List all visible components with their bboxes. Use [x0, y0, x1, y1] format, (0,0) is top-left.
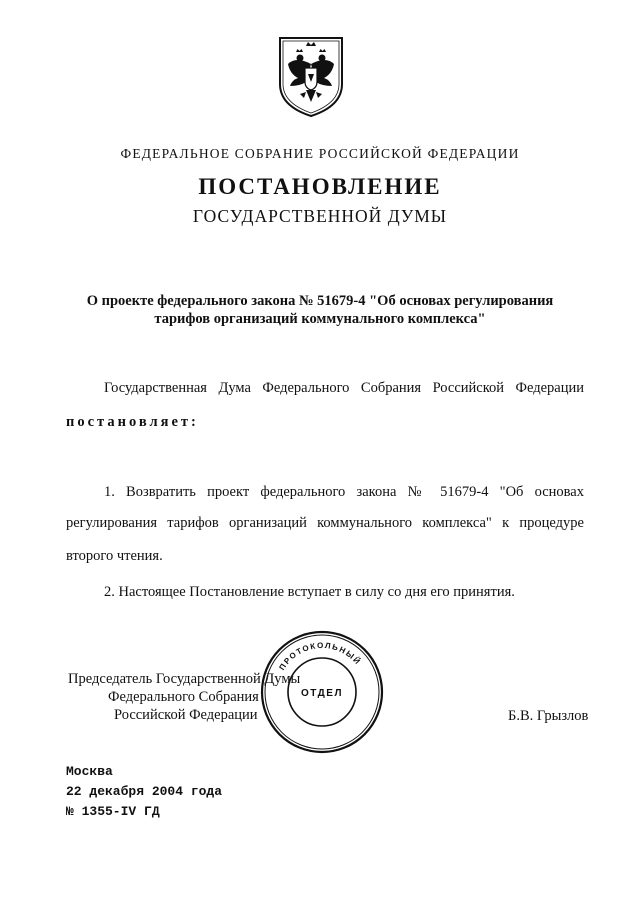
item-1-line-2: регулирования тарифов организаций коммунального комплекса" к процедуре	[66, 515, 584, 531]
preamble: Государственная Дума Федерального Собрания Российской Федерации	[104, 380, 584, 396]
document-issuer: ГОСУДАРСТВЕННОЙ ДУМЫ	[192, 206, 448, 226]
subject-line-1: О проекте федерального закона № 51679-4 "Об основах регулирования	[86, 293, 554, 309]
signatory-title-line-1: Председатель Государственной Думы	[68, 671, 301, 687]
document-type: ПОСТАНОВЛЕНИЕ	[198, 174, 442, 199]
signatory-title-line-2: Федерального Собрания	[108, 689, 259, 705]
assembly-title: ФЕДЕРАЛЬНОЕ СОБРАНИЕ РОССИЙСКОЙ ФЕДЕРАЦИИ	[120, 146, 520, 161]
double-headed-eagle-icon	[276, 34, 346, 118]
footer-city: Москва	[66, 764, 113, 779]
svg-text:ПРОТОКОЛЬНЫЙ	[277, 641, 362, 672]
signatory-title-line-3: Российской Федерации	[114, 707, 258, 723]
resolves-keyword: постановляет:	[66, 414, 199, 430]
official-stamp	[258, 628, 386, 756]
item-2: 2. Настоящее Постановление вступает в силу со дня его принятия.	[104, 584, 515, 600]
footer-number: № 1355-IV ГД	[66, 804, 160, 819]
item-1-line-1: 1. Возвратить проект федерального закона № 51679-4 "Об основах	[104, 484, 584, 500]
signatory-name: Б.В. Грызлов	[508, 708, 589, 724]
stamp-center-text: ОТДЕЛ	[301, 688, 343, 699]
item-1-line-3: второго чтения.	[66, 548, 163, 564]
document-footer	[66, 762, 222, 822]
footer-date: 22 декабря 2004 года	[66, 784, 223, 799]
subject-line-2: тарифов организаций коммунального комплекса"	[154, 311, 486, 327]
stamp-ring-text: ПРОТОКОЛЬНЫЙ	[277, 640, 363, 672]
document-subject	[70, 292, 570, 328]
